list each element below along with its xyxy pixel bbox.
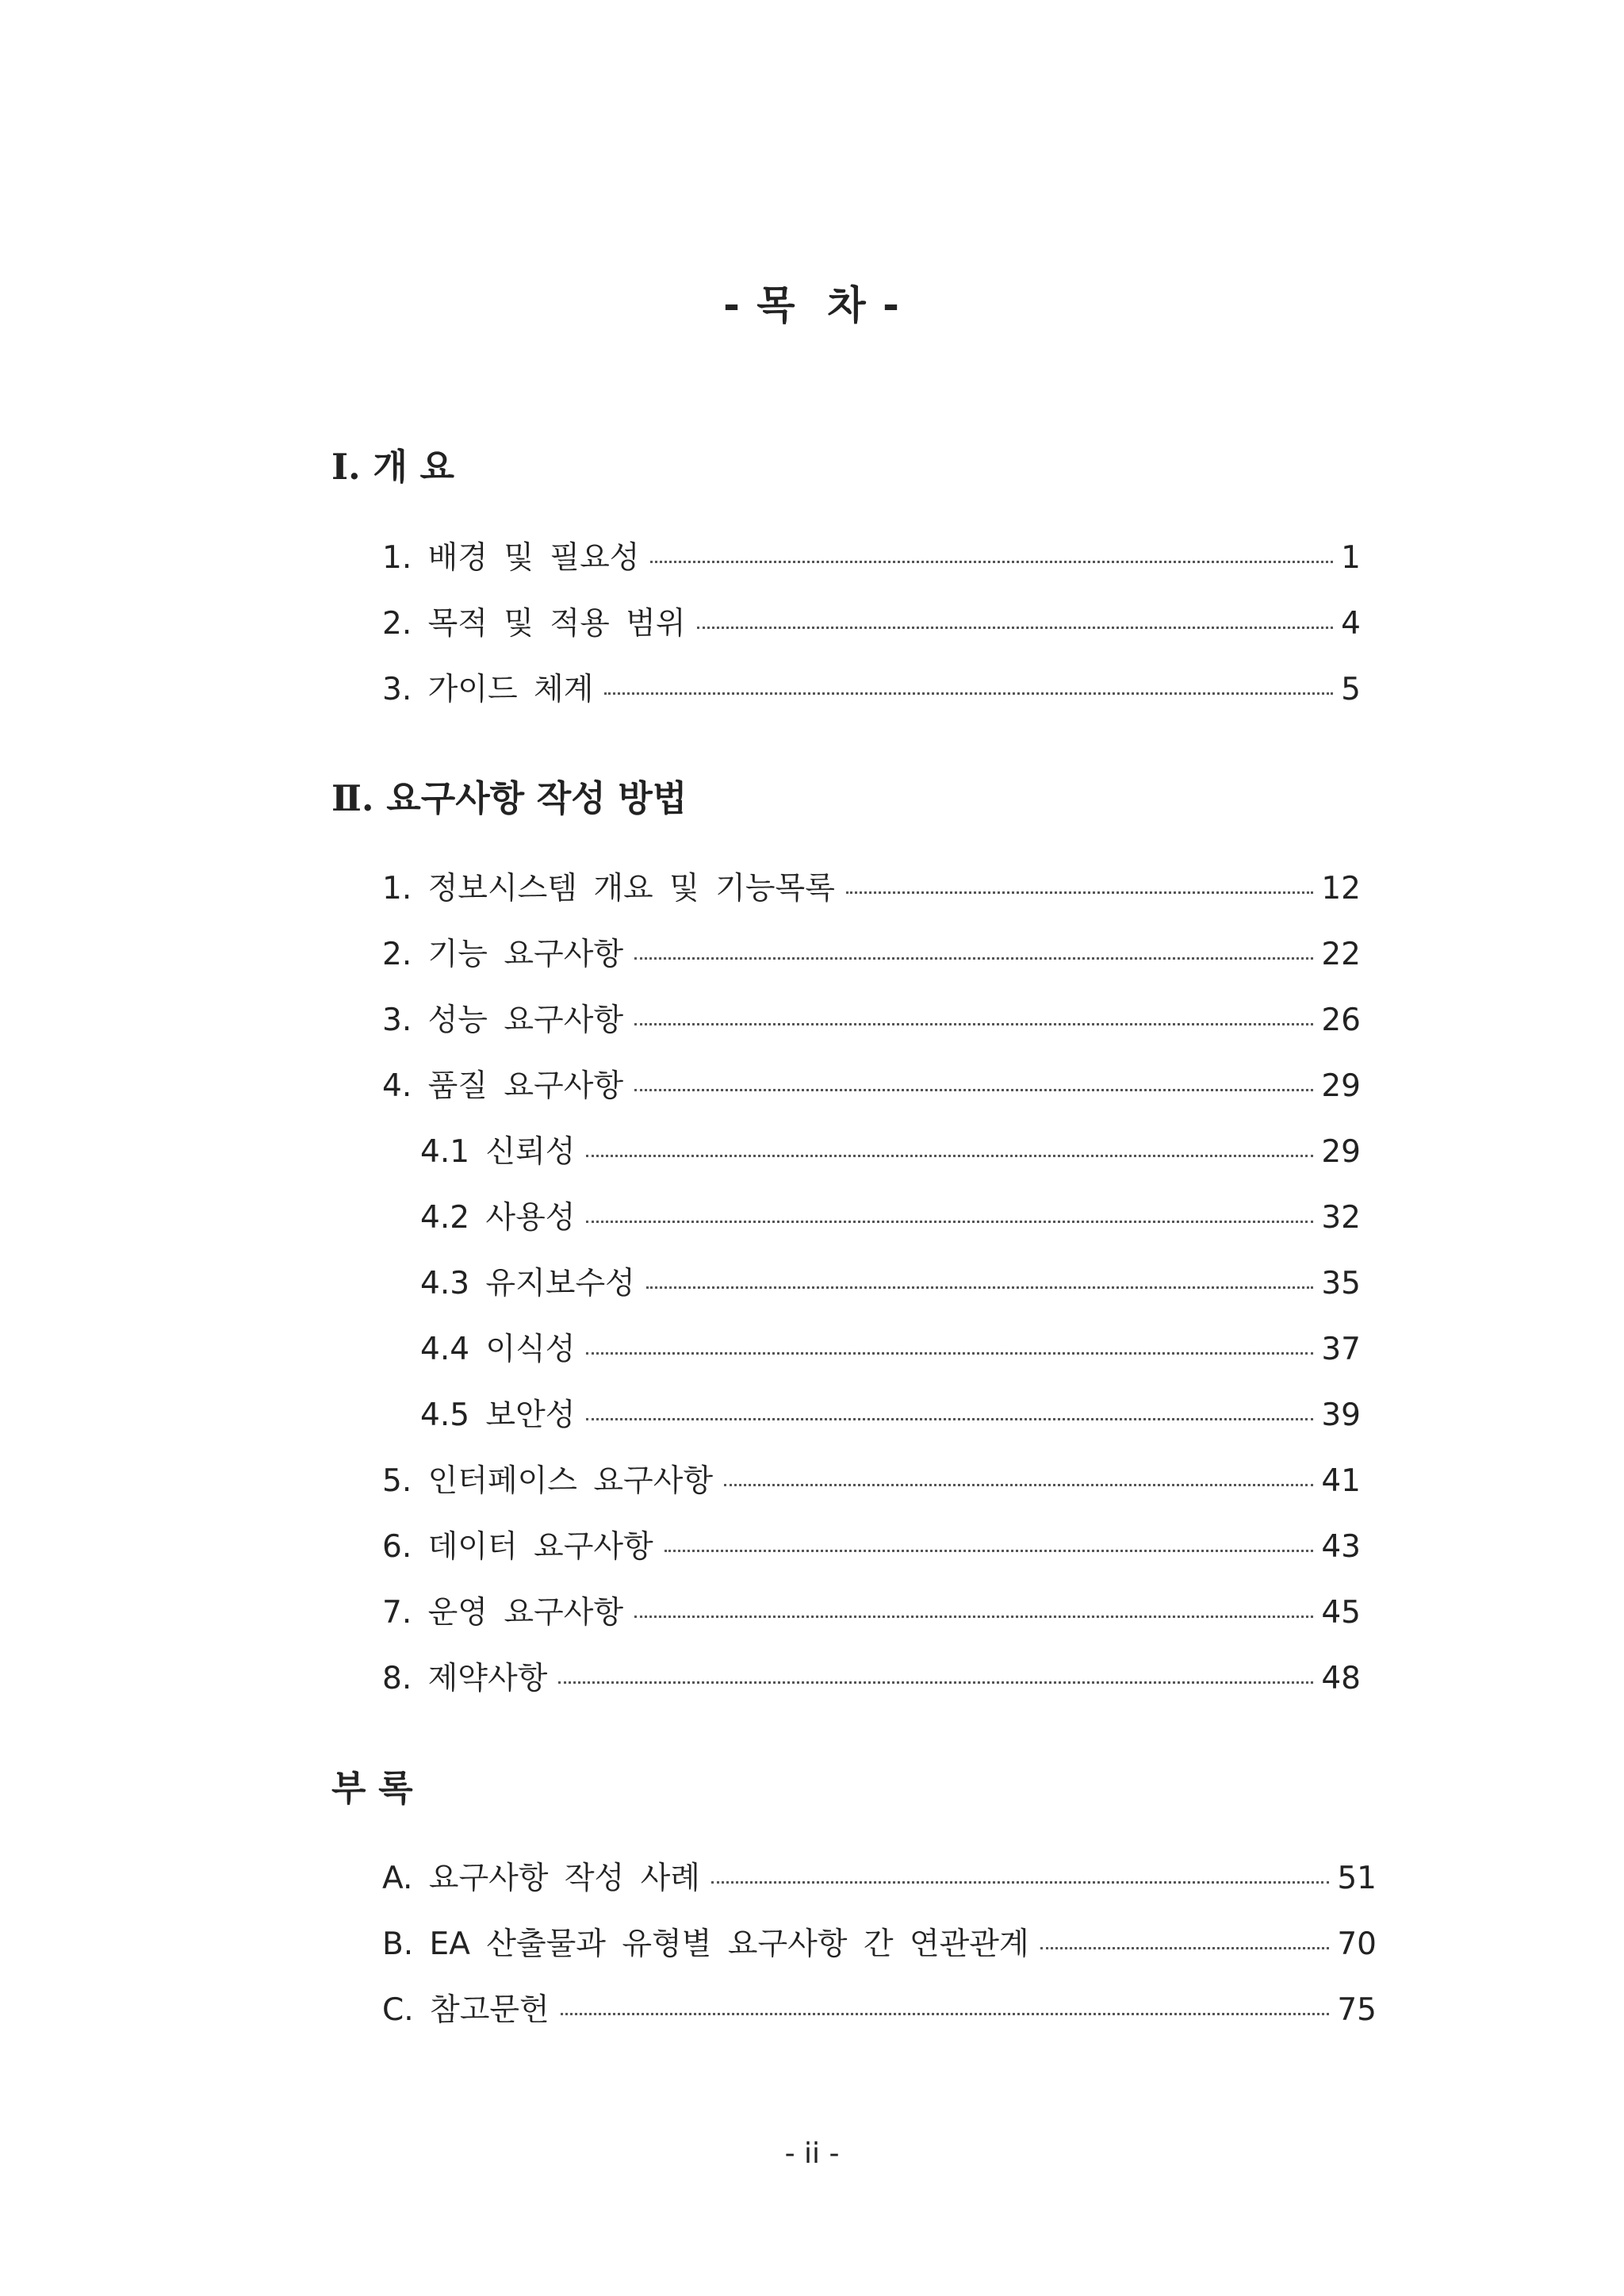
toc-entry-label: 4.1 신뢰성 [420,1134,576,1170]
page-title: - 목 차 - [723,282,901,328]
toc-entry[interactable] [382,606,1361,642]
toc-entry-label: 2. 기능 요구사항 [382,937,624,972]
toc-entry-label: 4.3 유지보수성 [420,1266,635,1301]
toc-entry-page: 35 [1321,1266,1361,1301]
section-heading-appendix: 부 록 [331,1767,413,1809]
toc-leader-dots [697,627,1334,629]
toc-entry-label: 4.5 보안성 [420,1397,576,1433]
toc-subentry[interactable] [420,1200,1361,1236]
page-number: - ii - [784,2137,840,2170]
toc-entry-page: 37 [1321,1332,1361,1367]
toc-entry-label: A. 요구사항 작성 사례 [382,1861,700,1896]
toc-entry-page: 39 [1321,1397,1361,1433]
toc-leader-dots [561,2013,1330,2015]
toc-entry-page: 75 [1337,1992,1377,2028]
toc-leader-dots [634,1089,1313,1091]
toc-entry[interactable] [382,1663,1361,1694]
toc-entry[interactable] [382,1595,1361,1631]
toc-entry-page: 5 [1341,672,1361,707]
toc-entry-label: B. EA 산출물과 유형별 요구사항 간 연관관계 [382,1926,1029,1962]
toc-leader-dots [558,1681,1313,1684]
toc-leader-dots [646,1286,1314,1289]
toc-subentry[interactable] [420,1397,1361,1433]
toc-leader-dots [586,1221,1313,1223]
toc-entry[interactable] [382,1002,1361,1038]
toc-entry-label: 2. 목적 및 적용 범위 [382,606,686,642]
toc-leader-dots [586,1352,1313,1355]
toc-entry-page: 12 [1321,871,1361,907]
toc-entry[interactable] [382,871,1361,907]
toc-leader-dots [711,1881,1329,1884]
toc-entry-page: 1 [1341,540,1361,576]
toc-subentry[interactable] [420,1268,1361,1299]
toc-entry-page: 43 [1321,1529,1361,1565]
toc-entry-label: 3. 성능 요구사항 [382,1002,624,1038]
toc-leader-dots [586,1155,1313,1157]
toc-entry-page: 4 [1341,606,1361,642]
toc-subentry[interactable] [420,1334,1361,1365]
toc-entry-label: 4.4 이식성 [420,1332,576,1367]
toc-entry-label: 5. 인터페이스 요구사항 [382,1463,714,1499]
toc-leader-dots [846,891,1313,894]
toc-entry[interactable] [382,1992,1377,2028]
toc-entry-page: 48 [1321,1661,1361,1696]
toc-leader-dots [650,561,1333,563]
toc-entry-page: 51 [1337,1861,1377,1896]
toc-entry[interactable] [382,674,1361,705]
toc-leader-dots [634,957,1313,960]
toc-leader-dots [604,692,1333,695]
toc-entry-page: 29 [1321,1134,1361,1170]
toc-entry[interactable] [382,540,1361,576]
toc-entry-label: 6. 데이터 요구사항 [382,1529,653,1565]
toc-leader-dots [1040,1947,1330,1949]
toc-entry-label: 1. 배경 및 필요성 [382,540,640,576]
toc-entry-page: 29 [1321,1068,1361,1104]
toc-entry[interactable] [382,1529,1361,1565]
toc-leader-dots [634,1616,1313,1618]
toc-entry[interactable] [382,939,1361,970]
toc-entry-label: 7. 운영 요구사항 [382,1595,624,1631]
toc-entry-label: 4. 품질 요구사항 [382,1068,624,1104]
toc-entry-page: 41 [1321,1463,1361,1499]
toc-entry-page: 45 [1321,1595,1361,1631]
section-heading-requirements: Ⅱ. 요구사항 작성 방법 [331,777,688,819]
toc-leader-dots [665,1550,1314,1552]
toc-leader-dots [586,1418,1313,1420]
toc-entry[interactable] [382,1926,1377,1962]
toc-entry[interactable] [382,1863,1377,1894]
section-heading-overview: Ⅰ. 개 요 [331,446,454,488]
toc-entry-page: 70 [1337,1926,1377,1962]
toc-entry-label: 8. 제약사항 [382,1661,548,1696]
toc-entry-label: 4.2 사용성 [420,1200,576,1236]
toc-entry-page: 26 [1321,1002,1361,1038]
toc-leader-dots [634,1023,1313,1025]
toc-entry-label: 3. 가이드 체계 [382,672,594,707]
toc-entry-page: 22 [1321,937,1361,972]
toc-entry-label: C. 참고문헌 [382,1992,550,2028]
toc-entry[interactable] [382,1068,1361,1104]
toc-subentry[interactable] [420,1134,1361,1170]
toc-entry[interactable] [382,1463,1361,1499]
toc-entry-page: 32 [1321,1200,1361,1236]
toc-leader-dots [724,1484,1313,1486]
toc-entry-label: 1. 정보시스템 개요 및 기능목록 [382,871,835,907]
